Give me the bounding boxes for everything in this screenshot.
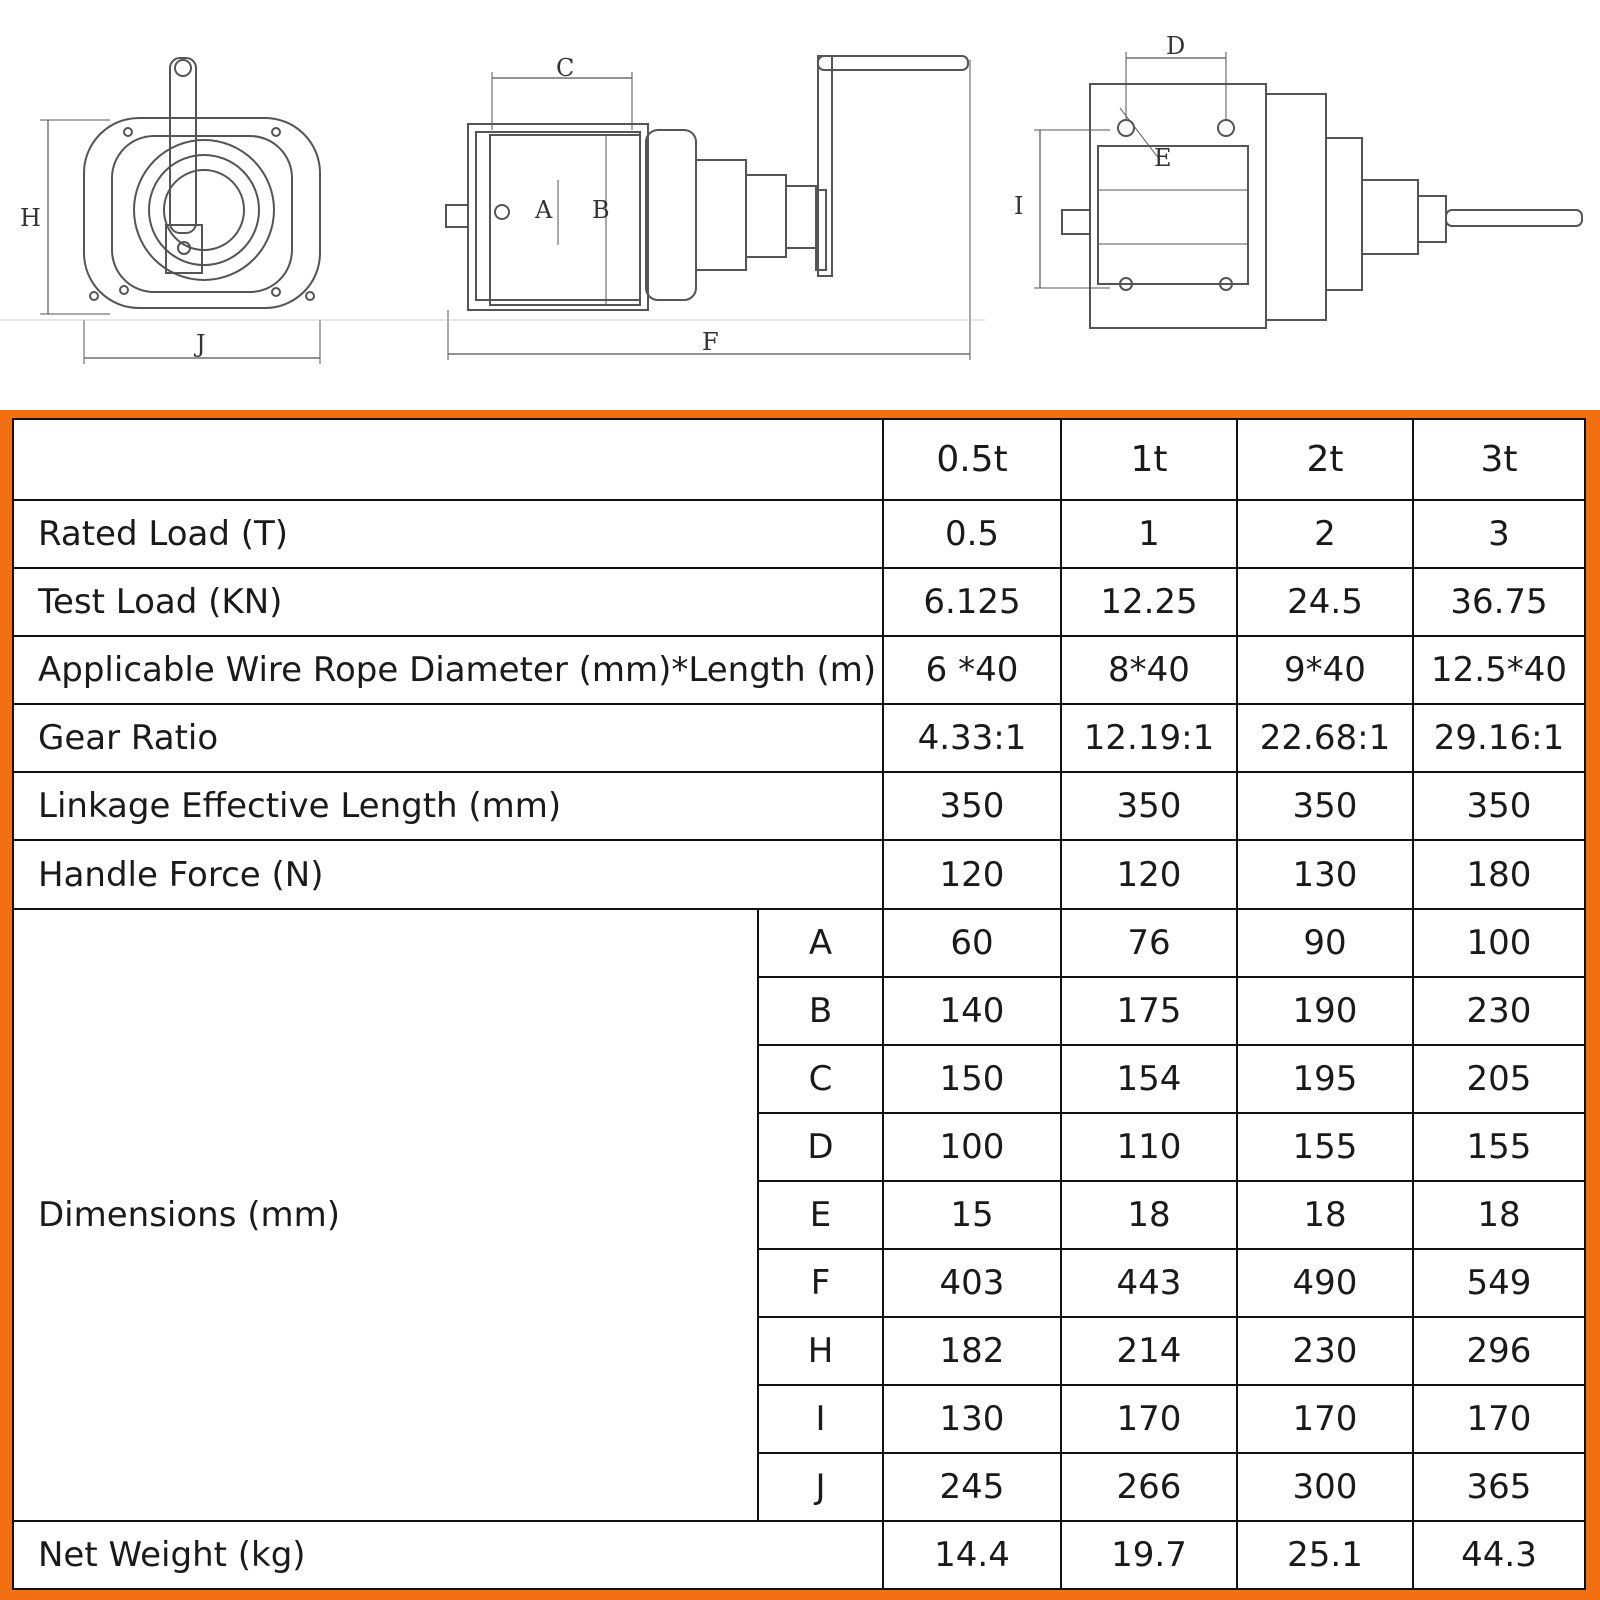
column-header: 2t [1237,419,1413,500]
column-header: 0.5t [883,419,1061,500]
table-cell: 8*40 [1061,636,1237,704]
row-label: Test Load (KN) [13,568,883,636]
table-cell: 130 [1237,840,1413,908]
table-cell: 365 [1413,1453,1585,1521]
header-empty-cell [13,419,883,500]
table-cell: 76 [1061,909,1237,977]
table-cell: 0.5 [883,500,1061,568]
table-cell: 6.125 [883,568,1061,636]
dim-label-h: H [20,204,41,232]
table-cell: 12.19:1 [1061,704,1237,772]
table-cell: 155 [1413,1113,1585,1181]
table-cell: 12.5*40 [1413,636,1585,704]
table-row [13,840,1585,908]
table-cell: 120 [883,840,1061,908]
table-cell: 245 [883,1453,1061,1521]
table-cell: 18 [1237,1181,1413,1249]
row-label: Rated Load (T) [13,500,883,568]
table-cell: 490 [1237,1249,1413,1317]
dimension-key: B [758,977,883,1045]
table-cell: 155 [1237,1113,1413,1181]
table-cell: 205 [1413,1045,1585,1113]
dimension-key: A [758,909,883,977]
table-cell: 190 [1237,977,1413,1045]
column-header: 1t [1061,419,1237,500]
table-cell: 60 [883,909,1061,977]
table-cell: 175 [1061,977,1237,1045]
winch-drawings-svg [0,0,1600,404]
table-cell: 1 [1061,500,1237,568]
table-row [13,568,1585,636]
table-cell: 6 *40 [883,636,1061,704]
table-cell: 170 [1237,1385,1413,1453]
technical-drawings [0,0,1600,404]
table-row [13,636,1585,704]
spec-table-frame [0,410,1600,1600]
dimension-key: I [758,1385,883,1453]
row-label: Handle Force (N) [13,840,883,908]
table-cell: 15 [883,1181,1061,1249]
table-cell: 9*40 [1237,636,1413,704]
side-view-drawing [0,54,985,360]
table-cell: 90 [1237,909,1413,977]
table-cell: 22.68:1 [1237,704,1413,772]
table-cell: 350 [1061,772,1237,840]
table-cell: 2 [1237,500,1413,568]
table-row [13,500,1585,568]
table-cell: 4.33:1 [883,704,1061,772]
table-cell: 230 [1413,977,1585,1045]
table-row [13,1521,1585,1589]
table-cell: 230 [1237,1317,1413,1385]
table-cell: 443 [1061,1249,1237,1317]
table-cell: 150 [883,1045,1061,1113]
table-cell: 18 [1061,1181,1237,1249]
dim-label-c: C [556,54,575,82]
table-cell: 120 [1061,840,1237,908]
dimension-key: D [758,1113,883,1181]
table-cell: 350 [1413,772,1585,840]
table-cell: 24.5 [1237,568,1413,636]
table-cell: 3 [1413,500,1585,568]
table-cell: 100 [1413,909,1585,977]
table-cell: 36.75 [1413,568,1585,636]
table-cell: 403 [883,1249,1061,1317]
table-cell: 140 [883,977,1061,1045]
table-cell: 300 [1237,1453,1413,1521]
table-cell: 110 [1061,1113,1237,1181]
dim-label-f: F [702,328,719,356]
row-label: Applicable Wire Rope Diameter (mm)*Length (m) [13,636,883,704]
table-row [13,772,1585,840]
table-cell: 19.7 [1061,1521,1237,1589]
table-header-row [13,419,1585,500]
table-cell: 350 [1237,772,1413,840]
table-cell: 44.3 [1413,1521,1585,1589]
dimension-key: H [758,1317,883,1385]
table-row [13,909,1585,977]
dimension-key: C [758,1045,883,1113]
table-cell: 29.16:1 [1413,704,1585,772]
dim-label-j: J [196,330,206,358]
table-cell: 350 [883,772,1061,840]
dimension-key: F [758,1249,883,1317]
table-cell: 180 [1413,840,1585,908]
spec-table [12,418,1586,1590]
table-cell: 170 [1413,1385,1585,1453]
table-cell: 100 [883,1113,1061,1181]
dim-label-e: E [1154,144,1172,172]
dim-label-a: A [535,196,553,224]
dim-label-i: I [1014,192,1024,220]
front-view-drawing [20,58,320,364]
table-cell: 12.25 [1061,568,1237,636]
dim-label-d: D [1166,32,1186,60]
table-cell: 170 [1061,1385,1237,1453]
dimension-key: E [758,1181,883,1249]
table-cell: 214 [1061,1317,1237,1385]
table-cell: 266 [1061,1453,1237,1521]
table-cell: 154 [1061,1045,1237,1113]
dimensions-label: Dimensions (mm) [13,909,758,1521]
table-cell: 549 [1413,1249,1585,1317]
table-cell: 14.4 [883,1521,1061,1589]
dimension-key: J [758,1453,883,1521]
table-cell: 130 [883,1385,1061,1453]
table-cell: 296 [1413,1317,1585,1385]
table-row [13,704,1585,772]
column-header: 3t [1413,419,1585,500]
dim-label-b: B [592,196,610,224]
row-label: Net Weight (kg) [13,1521,883,1589]
top-view-drawing [1014,32,1582,328]
row-label: Linkage Effective Length (mm) [13,772,883,840]
table-cell: 195 [1237,1045,1413,1113]
table-cell: 18 [1413,1181,1585,1249]
row-label: Gear Ratio [13,704,883,772]
table-cell: 182 [883,1317,1061,1385]
table-cell: 25.1 [1237,1521,1413,1589]
